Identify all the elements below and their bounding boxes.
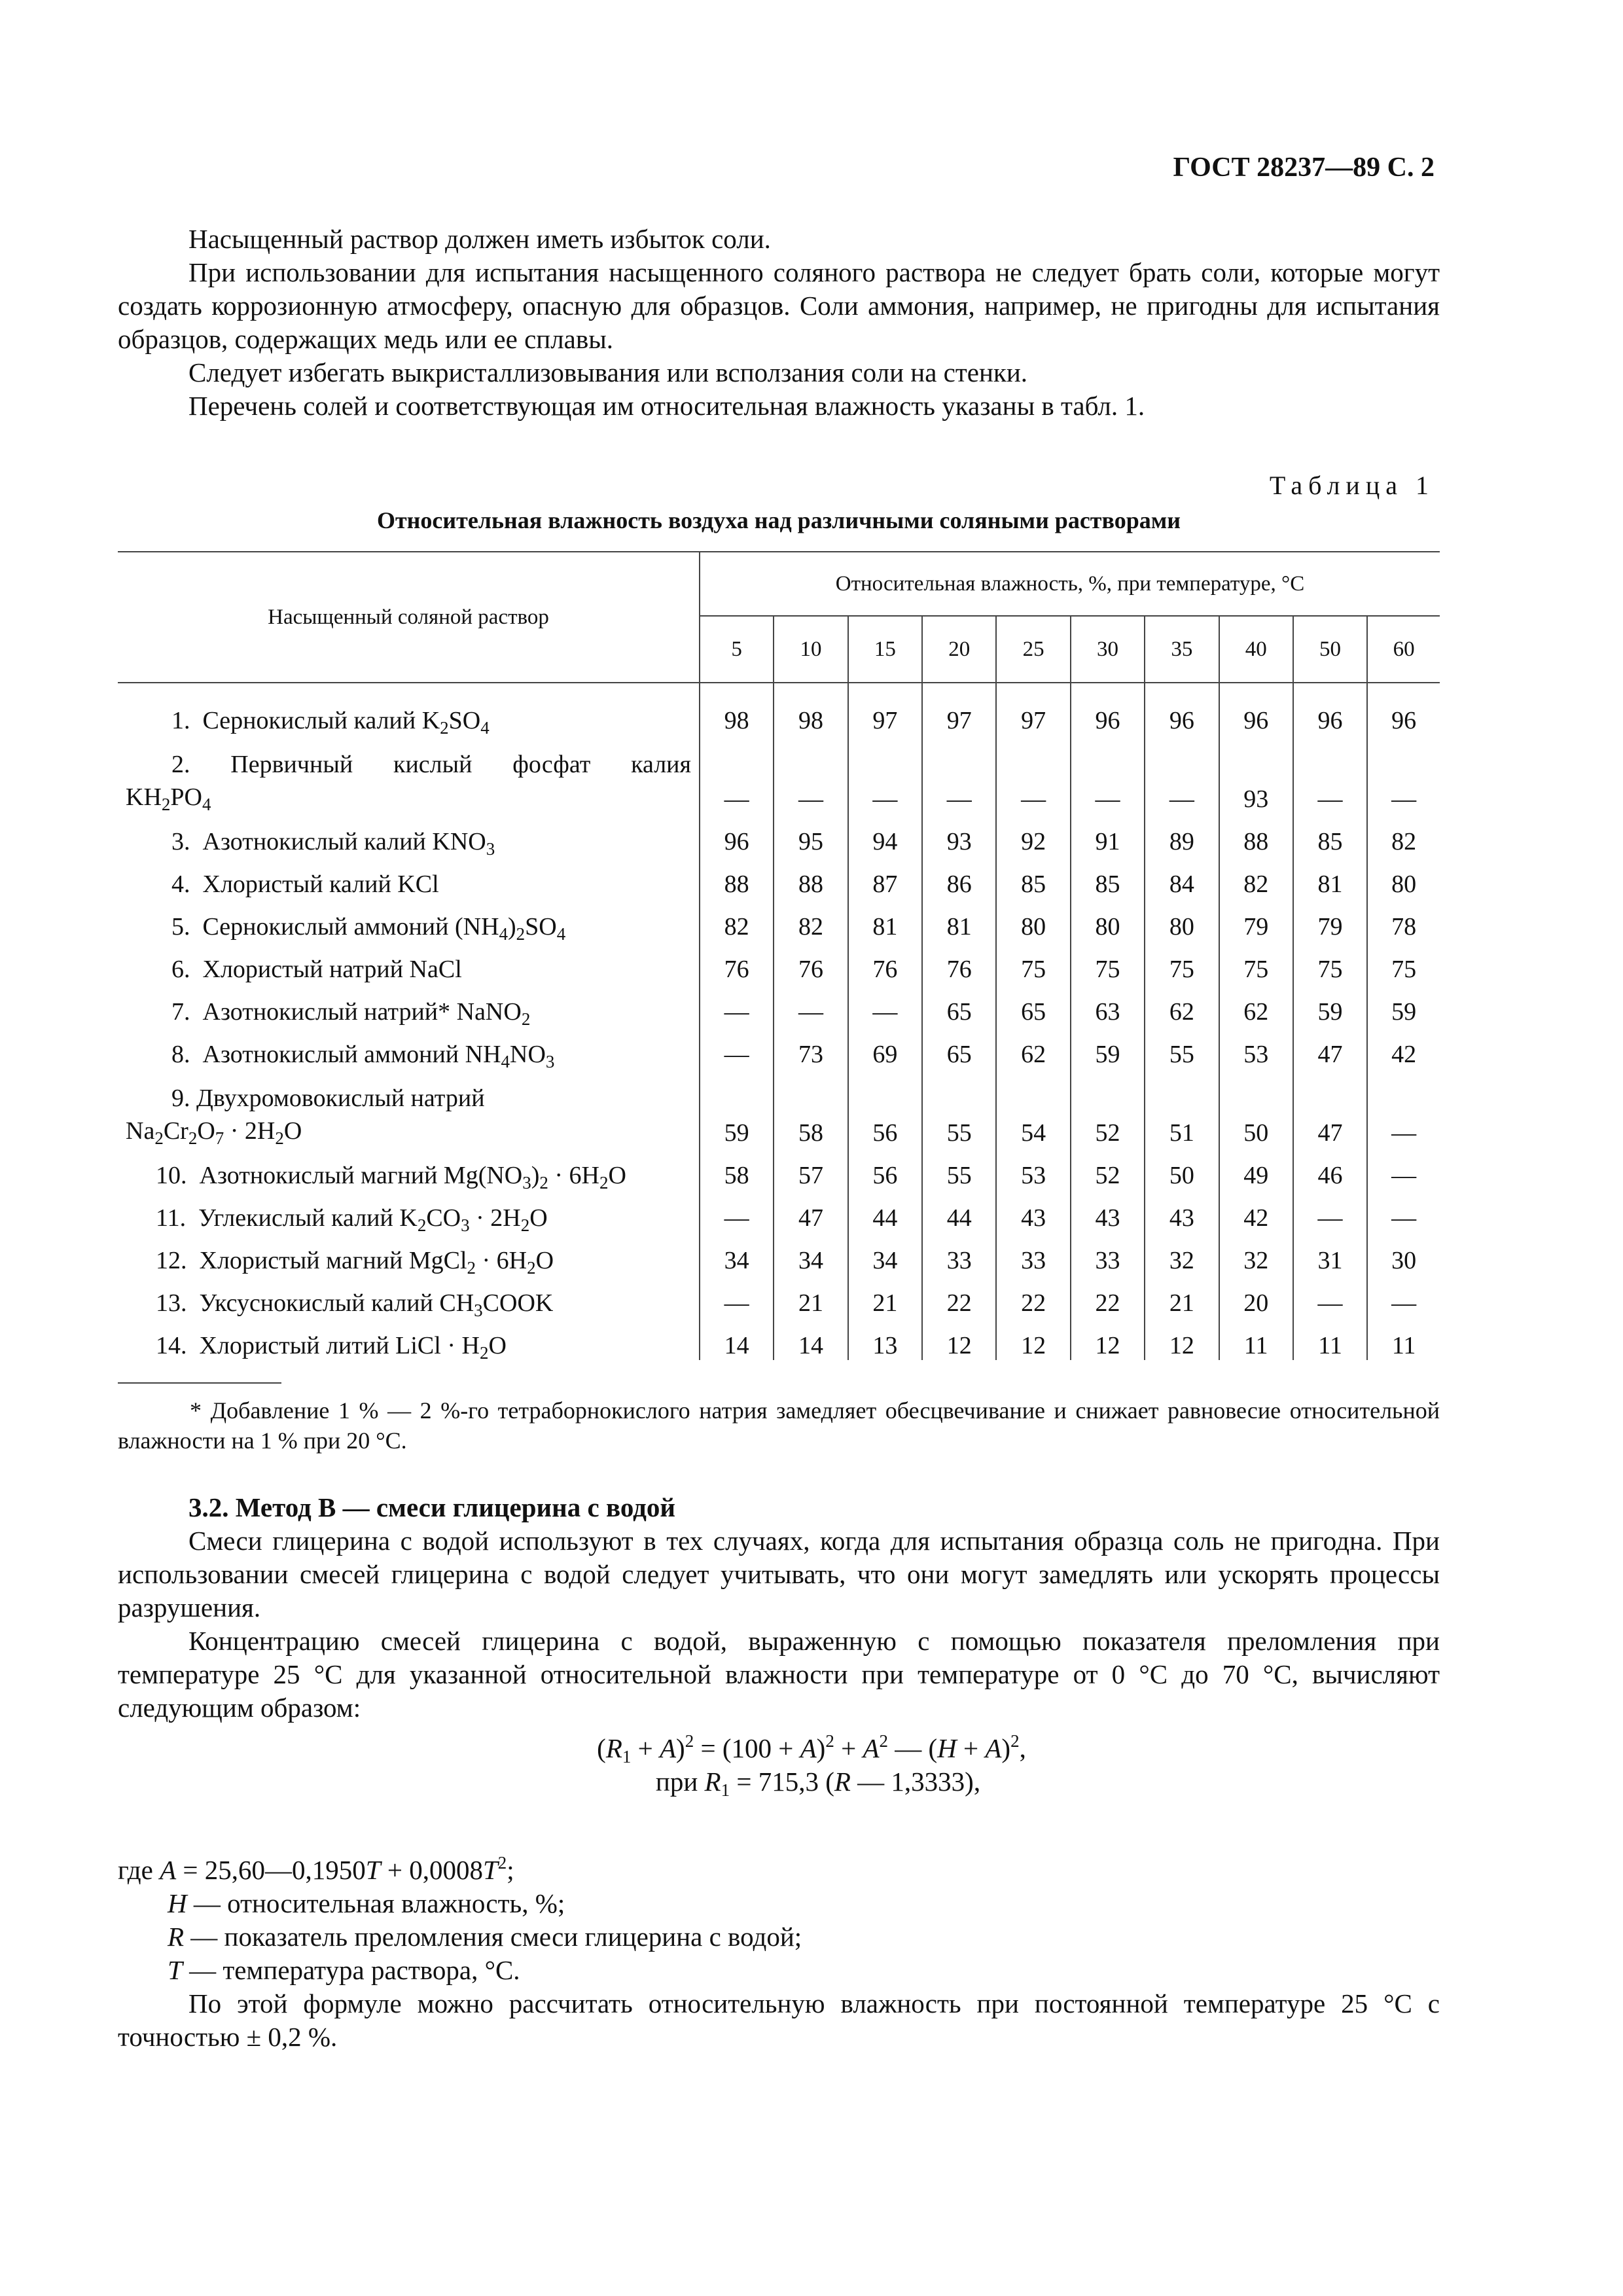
row-humidity-value: 80	[996, 899, 1070, 941]
row-humidity-value: 97	[996, 683, 1070, 735]
row-humidity-value: 53	[1219, 1026, 1293, 1069]
section-paragraph-1: Смеси глицерина с водой используют в тех случаях, когда для испытания образца соль не пригодна. При использовании смесей глицерина с водой следует учитывать, что они могут замедлять или ускорять процессы разрушения.	[118, 1526, 1440, 1623]
row-humidity-value: 52	[1071, 1069, 1145, 1147]
table-number: Таблица 1	[1269, 471, 1435, 500]
row-humidity-value: 76	[848, 941, 922, 984]
formula-block	[0, 1732, 1623, 1799]
row-humidity-value: 12	[1145, 1318, 1219, 1360]
row-humidity-value: 88	[700, 856, 774, 899]
row-humidity-value: —	[700, 1190, 774, 1232]
section-method-b	[118, 1491, 1440, 1725]
row-humidity-value: 76	[774, 941, 847, 984]
row-humidity-value: 95	[774, 814, 847, 856]
row-humidity-value: —	[1391, 1162, 1417, 1189]
row-humidity-value: 65	[922, 984, 996, 1026]
row-humidity-value: —	[848, 984, 922, 1026]
row-humidity-value: —	[774, 984, 847, 1026]
table-row	[118, 683, 1440, 735]
row-humidity-value: —	[1391, 785, 1417, 813]
row-humidity-value: 63	[1071, 984, 1145, 1026]
row-humidity-value: 75	[1071, 941, 1145, 984]
row-humidity-value: 97	[922, 683, 996, 735]
temperature-header: 20	[922, 616, 996, 683]
row-humidity-value: 75	[1391, 956, 1417, 983]
row-humidity-value: 47	[1293, 1069, 1367, 1147]
table-row	[118, 1275, 1440, 1318]
definitions	[118, 1854, 1440, 2054]
intro-paragraph-4: Перечень солей и соответствующая им относительная влажность указаны в табл. 1.	[188, 391, 1145, 421]
row-humidity-value: —	[700, 1275, 774, 1318]
row-salt-name: 1. Сернокислый калий $K_2SO_4$	[118, 683, 700, 735]
row-humidity-value: 88	[1219, 814, 1293, 856]
row-salt-name: 10. Азотнокислый магний $Mg(NO_3)_2 \cdot 6H_2O$	[118, 1147, 700, 1190]
row-humidity-value: —	[1391, 1204, 1417, 1232]
row-humidity-value: 49	[1219, 1147, 1293, 1190]
row-humidity-value: 42	[1391, 1041, 1417, 1068]
table-row	[118, 941, 1440, 984]
row-salt-name: 4. Хлористый калий KCl	[118, 856, 700, 899]
row-humidity-value: 53	[996, 1147, 1070, 1190]
row-humidity-value: 81	[848, 899, 922, 941]
row-humidity-value: 96	[1391, 707, 1417, 734]
row-humidity-value: 54	[996, 1069, 1070, 1147]
row-humidity-value: 59	[700, 1069, 774, 1147]
row-humidity-value: 79	[1219, 899, 1293, 941]
row-humidity-value: 59	[1391, 998, 1417, 1026]
row-humidity-value: 62	[1145, 984, 1219, 1026]
row-salt-name: 2. Первичный кислый фосфат калия $KH_2PO_4$	[118, 735, 700, 814]
row-humidity-value: 13	[848, 1318, 922, 1360]
row-humidity-value: —	[1293, 1275, 1367, 1318]
row-humidity-value: 55	[922, 1147, 996, 1190]
row-salt-name: 13. Уксуснокислый калий $CH_3COOK$	[118, 1275, 700, 1318]
row-humidity-value: 51	[1145, 1069, 1219, 1147]
intro-paragraph-2: При использовании для испытания насыщенного соляного раствора не следует брать соли, которые могут создать коррозионную атмосферу, опасную для образцов. Соли аммония, например, не пригодны для испытания образцов, содержащих медь или ее сплавы.	[118, 257, 1440, 354]
row-humidity-value: —	[1391, 1289, 1417, 1317]
row-humidity-value: 65	[996, 984, 1070, 1026]
row-humidity-value: 78	[1391, 913, 1417, 941]
row-humidity-value: 76	[700, 941, 774, 984]
row-salt-name: 8. Азотнокислый аммоний $NH_4NO_3$	[118, 1026, 700, 1069]
row-humidity-value: 80	[1145, 899, 1219, 941]
row-humidity-value: 92	[996, 814, 1070, 856]
row-humidity-value: —	[996, 735, 1070, 814]
temperature-header: 50	[1293, 616, 1367, 683]
table-title: Относительная влажность воздуха над различными соляными растворами	[377, 507, 1181, 533]
definition-a: где A = 25,60—0,1950T + $0,0008T^2$;	[118, 1853, 514, 1885]
row-humidity-value: 75	[1219, 941, 1293, 984]
row-humidity-value: 31	[1293, 1232, 1367, 1275]
definitions-final-paragraph: По этой формуле можно рассчитать относительную влажность при постоянной температуре 25 °С с точностью ± 0,2 %.	[118, 1988, 1440, 2052]
row-humidity-value: 20	[1219, 1275, 1293, 1318]
temperature-header: 25	[996, 616, 1070, 683]
row-humidity-value: 50	[1219, 1069, 1293, 1147]
row-humidity-value: 87	[848, 856, 922, 899]
row-humidity-value: 98	[700, 683, 774, 735]
row-humidity-value: 11	[1293, 1318, 1367, 1360]
footnote-rule	[118, 1382, 281, 1384]
table-row	[118, 856, 1440, 899]
footnote-text: * Добавление 1 % — 2 %-го тетраборнокислого натрия замедляет обесцвечивание и снижает равновесие относительной влажности на 1 % при 20 °С.	[118, 1397, 1440, 1454]
row-humidity-value: 12	[1071, 1318, 1145, 1360]
row-humidity-value: 59	[1071, 1026, 1145, 1069]
row-salt-name: 11. Углекислый калий $K_2CO_3 \cdot 2H_2O$	[118, 1190, 700, 1232]
row-humidity-value: 46	[1293, 1147, 1367, 1190]
row-humidity-value: 22	[922, 1275, 996, 1318]
row-humidity-value: 75	[1293, 941, 1367, 984]
intro-paragraph-1: Насыщенный раствор должен иметь избыток соли.	[188, 224, 771, 254]
row-salt-name: 12. Хлористый магний MgCl$_2$ · $6H_2O$	[118, 1232, 700, 1275]
row-humidity-value: 94	[848, 814, 922, 856]
table-row	[118, 1026, 1440, 1069]
row-humidity-value: 82	[1391, 828, 1417, 855]
row-humidity-value: 81	[922, 899, 996, 941]
row-salt-name: 14. Хлористый литий LiCl · $H_2O$	[118, 1318, 700, 1360]
row-humidity-value: 12	[922, 1318, 996, 1360]
row-humidity-value: —	[1293, 735, 1367, 814]
footnote	[118, 1395, 1440, 1456]
temperature-header: 35	[1145, 616, 1219, 683]
definition-r: R — показатель преломления смеси глицерина с водой;	[168, 1922, 802, 1952]
row-humidity-value: 47	[774, 1190, 847, 1232]
row-humidity-value: 32	[1219, 1232, 1293, 1275]
row-humidity-value: 82	[1219, 856, 1293, 899]
row-humidity-value: —	[1293, 1190, 1367, 1232]
row-salt-name: 5. Сернокислый аммоний $(NH_4)_2SO_4$	[118, 899, 700, 941]
row-humidity-value: 42	[1219, 1190, 1293, 1232]
formula-line-1: $(R_1 + A)^2 = (100 + A)^2 + A^2$ — $(H + A)^2$,	[597, 1731, 1026, 1767]
page-header: ГОСТ 28237—89 С. 2	[1173, 152, 1435, 183]
row-humidity-value: 44	[922, 1190, 996, 1232]
row-humidity-value: 73	[774, 1026, 847, 1069]
row-humidity-value: 21	[848, 1275, 922, 1318]
row-humidity-value: 22	[996, 1275, 1070, 1318]
row-humidity-value: 55	[922, 1069, 996, 1147]
section-heading: 3.2. Метод В — смеси глицерина с водой	[188, 1492, 676, 1522]
row-humidity-value: 34	[700, 1232, 774, 1275]
definition-t: T — температура раствора, °С.	[168, 1955, 520, 1985]
temperature-header: 5	[700, 616, 774, 683]
row-humidity-value: 30	[1391, 1247, 1417, 1274]
row-humidity-value: 14	[774, 1318, 847, 1360]
row-humidity-value: 32	[1145, 1232, 1219, 1275]
row-humidity-value: 44	[848, 1190, 922, 1232]
row-humidity-value: 43	[1071, 1190, 1145, 1232]
row-humidity-value: —	[1145, 735, 1219, 814]
row-humidity-value: 56	[848, 1069, 922, 1147]
row-humidity-value: 96	[700, 814, 774, 856]
row-humidity-value: 82	[774, 899, 847, 941]
row-salt-name: 6. Хлористый натрий NaCl	[118, 941, 700, 984]
table-row	[118, 899, 1440, 941]
row-humidity-value: 11	[1219, 1318, 1293, 1360]
column-header-solution: Насыщенный соляной раствор	[118, 552, 700, 683]
row-humidity-value: 34	[848, 1232, 922, 1275]
row-humidity-value: —	[700, 1026, 774, 1069]
row-humidity-value: —	[1071, 735, 1145, 814]
row-humidity-value: 21	[774, 1275, 847, 1318]
row-humidity-value: 43	[996, 1190, 1070, 1232]
section-paragraph-2: Концентрацию смесей глицерина с водой, выраженную с помощью показателя преломления при температуре 25 °С для указанной относительной влажности при температуре от 0 °С до 70 °С, вычисляют следующим образом:	[118, 1626, 1440, 1723]
table-row	[118, 1232, 1440, 1275]
row-humidity-value: 96	[1071, 683, 1145, 735]
row-humidity-value: —	[848, 735, 922, 814]
row-humidity-value: 93	[922, 814, 996, 856]
row-humidity-value: 55	[1145, 1026, 1219, 1069]
temperature-header: 15	[848, 616, 922, 683]
row-humidity-value: —	[922, 735, 996, 814]
table-body	[118, 683, 1440, 1363]
row-humidity-value: 21	[1145, 1275, 1219, 1318]
row-humidity-value: 81	[1293, 856, 1367, 899]
row-humidity-value: 59	[1293, 984, 1367, 1026]
table-row	[118, 984, 1440, 1026]
row-salt-name: 9. Двухромовокислый натрий $Na_2Cr_2O_7 \cdot 2H_2O$	[118, 1069, 700, 1147]
row-humidity-value: 52	[1071, 1147, 1145, 1190]
row-humidity-value: 88	[774, 856, 847, 899]
table-row	[118, 814, 1440, 856]
row-humidity-value: 62	[1219, 984, 1293, 1026]
row-humidity-value: 22	[1071, 1275, 1145, 1318]
row-humidity-value: 57	[774, 1147, 847, 1190]
row-humidity-value: 56	[848, 1147, 922, 1190]
row-humidity-value: 33	[996, 1232, 1070, 1275]
row-humidity-value: 97	[848, 683, 922, 735]
row-humidity-value: 82	[700, 899, 774, 941]
row-humidity-value: 85	[996, 856, 1070, 899]
formula-line-2: при $R_1 = 715,3$ (R — 1,3333),	[655, 1767, 981, 1800]
definition-h: H — относительная влажность, %;	[168, 1888, 565, 1918]
row-humidity-value: —	[700, 984, 774, 1026]
row-humidity-value: 58	[700, 1147, 774, 1190]
intro-text	[118, 223, 1440, 423]
row-humidity-value: 75	[996, 941, 1070, 984]
table-row	[118, 1147, 1440, 1190]
table-row	[118, 1069, 1440, 1147]
row-humidity-value: 69	[848, 1026, 922, 1069]
row-humidity-value: 12	[996, 1318, 1070, 1360]
temperature-header: 30	[1071, 616, 1145, 683]
row-humidity-value: 47	[1293, 1026, 1367, 1069]
row-humidity-value: 80	[1071, 899, 1145, 941]
row-humidity-value: —	[700, 735, 774, 814]
row-humidity-value: 62	[996, 1026, 1070, 1069]
row-humidity-value: 91	[1071, 814, 1145, 856]
row-humidity-value: 76	[922, 941, 996, 984]
temperature-header: 10	[774, 616, 847, 683]
row-humidity-value: 85	[1293, 814, 1367, 856]
row-humidity-value: 96	[1219, 683, 1293, 735]
temperature-header: 60	[1367, 616, 1440, 683]
row-humidity-value: 96	[1293, 683, 1367, 735]
row-humidity-value: 33	[922, 1232, 996, 1275]
row-humidity-value: 93	[1219, 735, 1293, 814]
row-humidity-value: 34	[774, 1232, 847, 1275]
row-humidity-value: 33	[1071, 1232, 1145, 1275]
table-row	[118, 1190, 1440, 1232]
intro-paragraph-3: Следует избегать выкристаллизовывания или всползания соли на стенки.	[188, 357, 1028, 387]
row-humidity-value: 96	[1145, 683, 1219, 735]
column-header-humidity-group: Относительная влажность, %, при температуре, °С	[700, 552, 1440, 616]
row-humidity-value: —	[774, 735, 847, 814]
row-humidity-value: 14	[700, 1318, 774, 1360]
row-humidity-value: 65	[922, 1026, 996, 1069]
row-humidity-value: 11	[1391, 1332, 1416, 1359]
row-salt-name: 7. Азотнокислый натрий* NaNO$_2$	[118, 984, 700, 1026]
row-humidity-value: 75	[1145, 941, 1219, 984]
temperature-header: 40	[1219, 616, 1293, 683]
row-humidity-value: 80	[1391, 870, 1417, 898]
row-humidity-value: 85	[1071, 856, 1145, 899]
row-humidity-value: 84	[1145, 856, 1219, 899]
row-humidity-value: —	[1391, 1119, 1417, 1147]
row-humidity-value: 98	[774, 683, 847, 735]
row-humidity-value: 50	[1145, 1147, 1219, 1190]
row-humidity-value: 89	[1145, 814, 1219, 856]
row-salt-name: 3. Азотнокислый калий $KNO_3$	[118, 814, 700, 856]
table-row	[118, 1318, 1440, 1360]
table-row	[118, 735, 1440, 814]
row-humidity-value: 86	[922, 856, 996, 899]
humidity-table	[118, 551, 1440, 1363]
row-humidity-value: 79	[1293, 899, 1367, 941]
row-humidity-value: 43	[1145, 1190, 1219, 1232]
row-humidity-value: 58	[774, 1069, 847, 1147]
